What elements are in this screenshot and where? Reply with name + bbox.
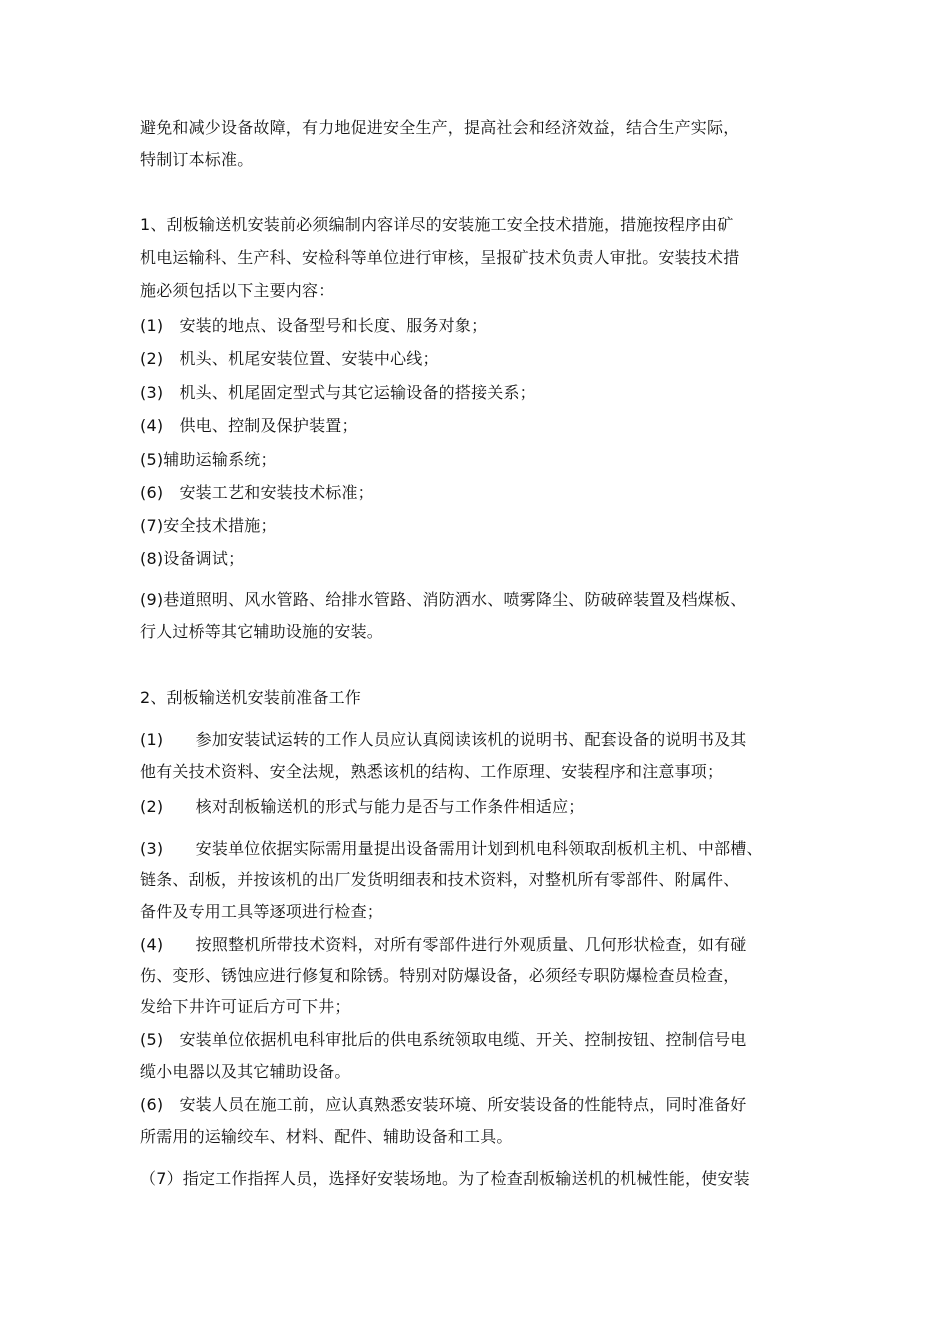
section2-item-7-line-1: （7）指定工作指挥人员，选择好安装场地。为了检查刮板输送机的机械性能，使安装 bbox=[140, 1169, 750, 1188]
section1-item-7: (7)安全技术措施； bbox=[140, 516, 277, 535]
section2-item-5-line-1: (5) 安装单位依据机电科审批后的供电系统领取电缆、开关、控制按钮、控制信号电 bbox=[140, 1030, 747, 1049]
section2-item-4-line-2: 伤、变形、锈蚀应进行修复和除锈。特别对防爆设备，必须经专职防爆检查员检查， bbox=[140, 966, 740, 985]
section2-item-1-line-1: (1) 参加安装试运转的工作人员应认真阅读该机的说明书、配套设备的说明书及其 bbox=[140, 730, 747, 749]
section2-item-5-line-2: 缆小电器以及其它辅助设备。 bbox=[140, 1062, 351, 1081]
section2-item-3-line-1: (3) 安装单位依据实际需用量提出设备需用计划到机电科领取刮板机主机、中部槽、 bbox=[140, 839, 763, 858]
section2-item-4-line-3: 发给下井许可证后方可下井； bbox=[140, 997, 351, 1016]
section1-item-1: (1) 安装的地点、设备型号和长度、服务对象； bbox=[140, 316, 488, 335]
section1-item-4: (4) 供电、控制及保护装置； bbox=[140, 416, 358, 435]
section2-item-6-line-2: 所需用的运输绞车、材料、配件、辅助设备和工具。 bbox=[140, 1127, 513, 1146]
section2-item-3-line-2: 链条、刮板，并按该机的出厂发货明细表和技术资料，对整机所有零部件、附属件、 bbox=[140, 870, 740, 889]
section1-item-8: (8)设备调试； bbox=[140, 549, 245, 568]
section1-item-3: (3) 机头、机尾固定型式与其它运输设备的搭接关系； bbox=[140, 383, 536, 402]
section1-heading-line-3: 施必须包括以下主要内容： bbox=[140, 281, 335, 300]
intro-line-2: 特制订本标准。 bbox=[140, 150, 254, 169]
section1-item-2: (2) 机头、机尾安装位置、安装中心线； bbox=[140, 349, 439, 368]
section1-heading-line-1: 1、刮板输送机安装前必须编制内容详尽的安装施工安全技术措施，措施按程序由矿 bbox=[140, 215, 734, 234]
intro-line-1: 避免和减少设备故障，有力地促进安全生产，提高社会和经济效益，结合生产实际， bbox=[140, 118, 740, 137]
section2-item-2: (2) 核对刮板输送机的形式与能力是否与工作条件相适应； bbox=[140, 797, 585, 816]
section2-item-3-line-3: 备件及专用工具等逐项进行检查； bbox=[140, 902, 384, 921]
section2-item-4-line-1: (4) 按照整机所带技术资料，对所有零部件进行外观质量、几何形状检查，如有碰 bbox=[140, 935, 747, 954]
section1-item-5: (5)辅助运输系统； bbox=[140, 450, 277, 469]
section1-item-6: (6) 安装工艺和安装技术标准； bbox=[140, 483, 374, 502]
section2-heading: 2、刮板输送机安装前准备工作 bbox=[140, 688, 361, 707]
section2-item-1-line-2: 他有关技术资料、安全法规，熟悉该机的结构、工作原理、安装程序和注意事项； bbox=[140, 762, 724, 781]
section1-item-9-line-1: (9)巷道照明、风水管路、给排水管路、消防洒水、喷雾降尘、防破碎装置及档煤板、 bbox=[140, 590, 747, 609]
section1-item-9-line-2: 行人过桥等其它辅助设施的安装。 bbox=[140, 622, 384, 641]
section1-heading-line-2: 机电运输科、生产科、安检科等单位进行审核，呈报矿技术负责人审批。安装技术措 bbox=[140, 248, 740, 267]
section2-item-6-line-1: (6) 安装人员在施工前，应认真熟悉安装环境、所安装设备的性能特点，同时准备好 bbox=[140, 1095, 747, 1114]
